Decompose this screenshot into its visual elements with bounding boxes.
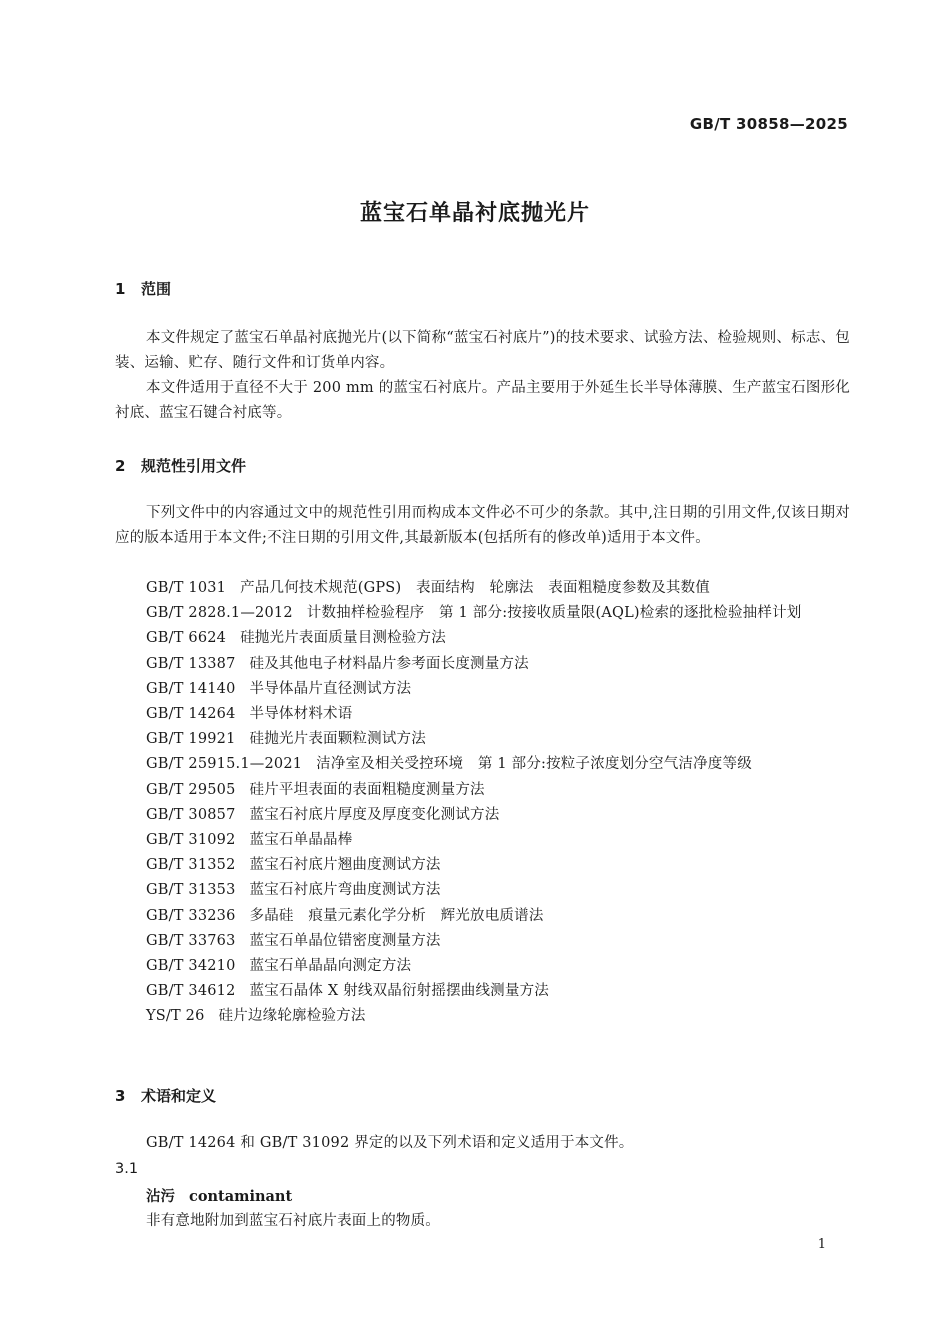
reference-code: GB/T 25915.1—2021: [146, 756, 303, 773]
reference-item: [115, 752, 850, 777]
reference-item: [115, 828, 850, 853]
reference-code: YS/T 26: [146, 1008, 205, 1025]
section-heading-scope: [115, 278, 171, 299]
reference-code: GB/T 14264: [146, 706, 236, 723]
reference-code: GB/T 34210: [146, 958, 236, 975]
term-number: 3.1: [115, 1161, 139, 1177]
document-code: GB/T 30858—2025: [689, 115, 848, 133]
reference-title: 蓝宝石衬底片翘曲度测试方法: [249, 857, 441, 874]
reference-item: [115, 929, 850, 954]
reference-title: 硅抛光片表面颗粒测试方法: [249, 731, 426, 748]
reference-title: 蓝宝石衬底片弯曲度测试方法: [249, 882, 441, 899]
terms-intro: GB/T 14264 和 GB/T 31092 界定的以及下列术语和定义适用于本文件。: [146, 1135, 634, 1151]
reference-item: [115, 803, 850, 828]
reference-title: 蓝宝石单晶晶向测定方法: [249, 958, 412, 975]
reference-code: GB/T 29505: [146, 781, 236, 798]
reference-title: 多晶硅 痕量元素化学分析 辉光放电质谱法: [249, 907, 544, 924]
reference-item: [115, 601, 850, 626]
section-title: 规范性引用文件: [141, 457, 247, 475]
reference-title: 硅抛光片表面质量目测检验方法: [240, 630, 446, 647]
reference-title: 计数抽样检验程序 第 1 部分:按接收质量限(AQL)检索的逐批检验抽样计划: [306, 605, 802, 622]
reference-title: 半导体材料术语: [249, 706, 353, 723]
reference-title: 蓝宝石单晶位错密度测量方法: [249, 932, 441, 949]
reference-code: GB/T 19921: [146, 731, 236, 748]
section-number: 3: [115, 1087, 126, 1105]
scope-paragraph-1: 本文件规定了蓝宝石单晶衬底抛光片(以下简称“蓝宝石衬底片”)的技术要求、试验方法、检验规则、标志、包装、运输、贮存、随行文件和订货单内容。: [115, 330, 850, 371]
term-english: contaminant: [189, 1188, 293, 1205]
reference-code: GB/T 30857: [146, 806, 236, 823]
reference-code: GB/T 31092: [146, 832, 236, 849]
reference-item: [115, 853, 850, 878]
reference-title: 半导体晶片直径测试方法: [249, 680, 412, 697]
page-number: 1: [817, 1237, 826, 1252]
reference-item: [115, 954, 850, 979]
reference-title: 蓝宝石晶体 X 射线双晶衍射摇摆曲线测量方法: [249, 983, 549, 1000]
term-chinese: 沾污: [146, 1189, 175, 1205]
section-heading-terms: [115, 1085, 216, 1106]
reference-title: 产品几何技术规范(GPS) 表面结构 轮廓法 表面粗糙度参数及其数值: [240, 580, 710, 596]
scope-paragraph-2: 本文件适用于直径不大于 200 mm 的蓝宝石衬底片。产品主要用于外延生长半导体薄膜、生产蓝宝石图形化衬底、蓝宝石键合衬底等。: [115, 380, 850, 421]
reference-code: GB/T 33236: [146, 907, 236, 924]
reference-item: [115, 1004, 850, 1029]
reference-item: [115, 626, 850, 651]
reference-code: GB/T 14140: [146, 680, 236, 697]
reference-item: [115, 702, 850, 727]
reference-title: 蓝宝石衬底片厚度及厚度变化测试方法: [249, 806, 500, 823]
reference-title: 硅片平坦表面的表面粗糙度测量方法: [249, 781, 485, 798]
section-number: 1: [115, 280, 126, 298]
reference-item: [115, 979, 850, 1004]
reference-code: GB/T 2828.1—2012: [146, 605, 293, 622]
reference-code: GB/T 1031: [146, 580, 227, 596]
reference-code: GB/T 34612: [146, 983, 236, 1000]
reference-code: GB/T 31352: [146, 857, 236, 874]
section-title: 范围: [141, 280, 172, 298]
reference-item: [115, 878, 850, 903]
reference-code: GB/T 33763: [146, 932, 236, 949]
reference-item: [115, 904, 850, 929]
reference-list: [115, 576, 850, 1030]
term-heading: [146, 1185, 292, 1206]
document-title: 蓝宝石单晶衬底抛光片: [359, 201, 590, 226]
section-title: 术语和定义: [141, 1087, 217, 1105]
section-number: 2: [115, 457, 126, 475]
reference-title: 硅片边缘轮廓检验方法: [218, 1008, 366, 1025]
reference-item: [115, 677, 850, 702]
reference-item: [115, 576, 850, 601]
reference-title: 蓝宝石单晶晶棒: [249, 832, 353, 849]
reference-item: [115, 727, 850, 752]
reference-code: GB/T 13387: [146, 655, 236, 672]
reference-item: [115, 652, 850, 677]
normative-intro: 下列文件中的内容通过文中的规范性引用而构成本文件必不可少的条款。其中,注日期的引用文件,仅该日期对应的版本适用于本文件;不注日期的引用文件,其最新版本(包括所有的修改单)适用于本文件。: [115, 505, 850, 546]
reference-code: GB/T 6624: [146, 630, 227, 647]
section-heading-normative: [115, 455, 246, 476]
term-definition: 非有意地附加到蓝宝石衬底片表面上的物质。: [146, 1213, 440, 1229]
reference-item: [115, 778, 850, 803]
reference-code: GB/T 31353: [146, 882, 236, 899]
reference-title: 洁净室及相关受控环境 第 1 部分:按粒子浓度划分空气洁净度等级: [316, 756, 752, 773]
reference-title: 硅及其他电子材料晶片参考面长度测量方法: [249, 655, 529, 672]
